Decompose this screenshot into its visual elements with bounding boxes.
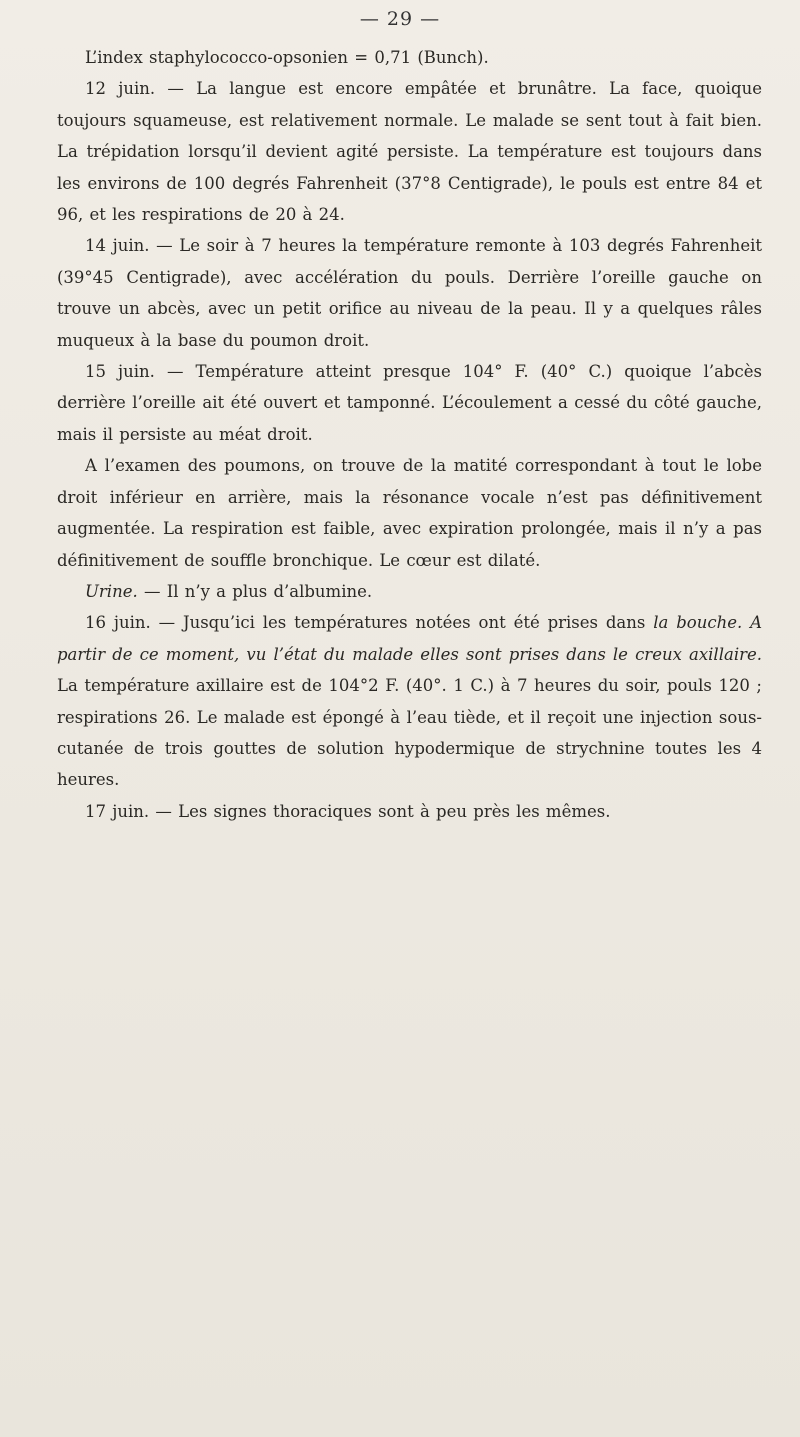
urine-label: Urine. [85,581,138,601]
paragraph-lung-exam: A l’examen des poumons, on trouve de la matité correspondant à tout le lobe droit inférieur en arrière, mais la résonance vocale n’est pas définitivement augmentée. La respiration est faible, avec expiration prolongée, mais il n’y a pas définitivement de souffle bronchique. Le cœur est dilaté. [57,456,762,570]
june-16-end: La température axillaire est de 104°2 F. (40°. 1 C.) à 7 heures du soir, pouls 120 ; respirations 26. Le malade est épongé à l’eau tiède, et il reçoit une injection sous-cutanée de trois gouttes de solution hypodermique de strychnine toutes les 4 heures. [57,676,762,790]
page-number: — 29 — [359,8,441,30]
paragraph-opsonic-index: L’index staphylococco-opsonien = 0,71 (Bunch). [85,48,489,67]
paragraph-june-12: 12 juin. — La langue est encore empâtée et brunâtre. La face, quoique toujours squameuse, est relativement normale. Le malade se sent tout à fait bien. La trépidation lorsqu’il devient agité persiste. La température est toujours dans les environs de 100 degrés Fahrenheit (37°8 Centigrade), le pouls est entre 84 et 96, et les respirations de 20 à 24. [57,79,762,225]
june-16-italic: la bouche. A partir de ce moment, vu l’état du malade elles sont prises dans le creux axillaire. [57,613,762,664]
paragraph-june-15: 15 juin. — Température atteint presque 104° F. (40° C.) quoique l’abcès derrière l’oreille ait été ouvert et tamponné. L’écoulement a cessé du côté gauche, mais il persiste au méat droit. [57,362,762,444]
paragraph-urine [57,576,762,607]
body-text [57,42,762,827]
urine-text: — Il n’y a plus d’albumine. [137,581,373,601]
paragraph-june-14: 14 juin. — Le soir à 7 heures la température remonte à 103 degrés Fahrenheit (39°45 Centigrade), avec accélération du pouls. Derrière l’oreille gauche on trouve un abcès, avec un petit orifice au niveau de la peau. Il y a quelques râles muqueux à la base du poumon droit. [57,236,762,350]
paragraph-june-16 [57,607,762,795]
june-16-start: 16 juin. — Jusqu’ici les températures notées ont été prises dans [85,613,654,633]
paragraph-june-17: 17 juin. — Les signes thoraciques sont à peu près les mêmes. [85,801,611,821]
